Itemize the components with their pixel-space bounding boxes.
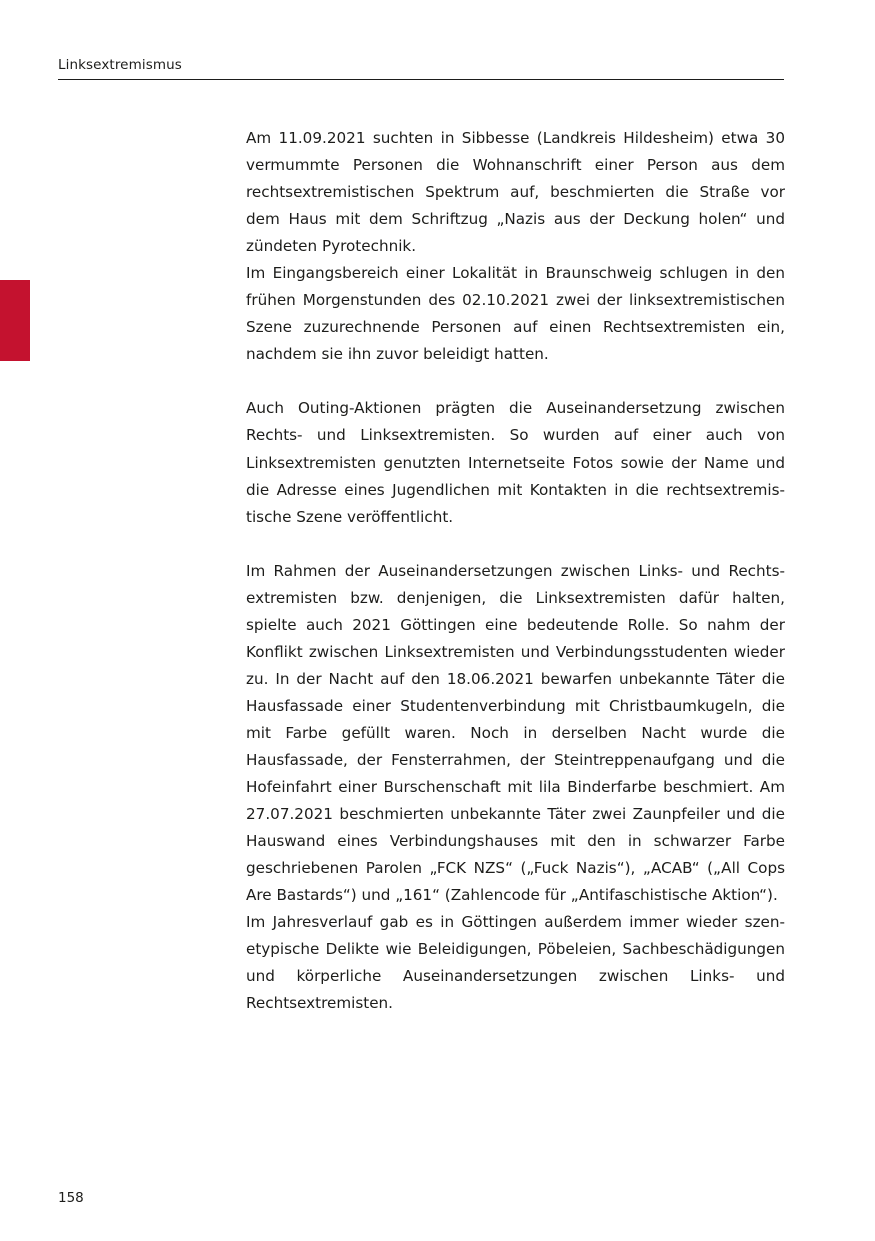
body-text bbox=[246, 125, 785, 1017]
paragraph-goettingen: Im Rahmen der Auseinandersetzungen zwischen Links- und Rechtsextremisten bzw. denjenigen, die Linksextremisten dafür halten, spielte auch 2021 Göttingen eine bedeutende Rolle. So nahm der Konflikt zwischen Linksextremisten und Verbindungsstudenten wieder zu. In der Nacht auf den 18.06.2021 bewarfen unbekannte Täter die Hausfassade einer Studentenverbindung mit Christbaumkugeln, die mit Farbe gefüllt waren. Noch in derselben Nacht wurde die Hausfassade, der Fensterrahmen, der Steintreppenaufgang und die Hofeinfahrt einer Burschenschaft mit lila Binderfarbe beschmiert. Am 27.07.2021 beschmierten unbekannte Täter zwei Zaunpfeiler und die Hauswand eines Verbindungshauses mit den in schwarzer Farbe geschriebenen Parolen „FCK NZS“ („Fuck Nazis“), „ACAB“ („All Cops Are Bastards“) und „161“ (Zahlencode für „Antifaschistische Aktion“). bbox=[246, 561, 785, 905]
paragraph-jahresverlauf: Im Jahresverlauf gab es in Göttingen außerdem immer wieder szenetypische Delikte wie Beleidigungen, Pöbeleien, Sachbeschädigungen und körperliche Auseinandersetzungen zwischen Links- und Rechtsextremisten. bbox=[246, 913, 785, 1013]
page-number: 158 bbox=[58, 1190, 84, 1206]
header-rule bbox=[58, 79, 784, 80]
paragraph-sibbesse: Am 11.09.2021 suchten in Sibbesse (Landkreis Hildesheim) etwa 30 vermummte Personen die Wohnanschrift einer Person aus dem rechtsextremistischen Spektrum auf, beschmierten die Straße vor dem Haus mit dem Schriftzug „Nazis aus der Deckung holen“ und zündeten Pyrotechnik. bbox=[246, 129, 785, 256]
paragraph-braunschweig: Im Eingangsbereich einer Lokalität in Braunschweig schlugen in den frühen Morgenstunden des 02.10.2021 zwei der linksextremistischen Szene zuzurechnende Personen auf einen Rechtsextremisten ein, nachdem sie ihn zuvor beleidigt hatten. bbox=[246, 264, 785, 364]
running-header-title: Linksextremismus bbox=[58, 57, 182, 73]
chapter-marker-tab bbox=[0, 280, 30, 361]
paragraph-outing-aktionen: Auch Outing-Aktionen prägten die Auseinandersetzung zwischen Rechts- und Linksextremisten. So wurden auf einer auch von Linksextremisten genutzten Internetseite Fotos sowie der Name und die Adresse eines Jugendlichen mit Kontakten in die rechtsextremistische Szene veröffentlicht. bbox=[246, 399, 785, 526]
